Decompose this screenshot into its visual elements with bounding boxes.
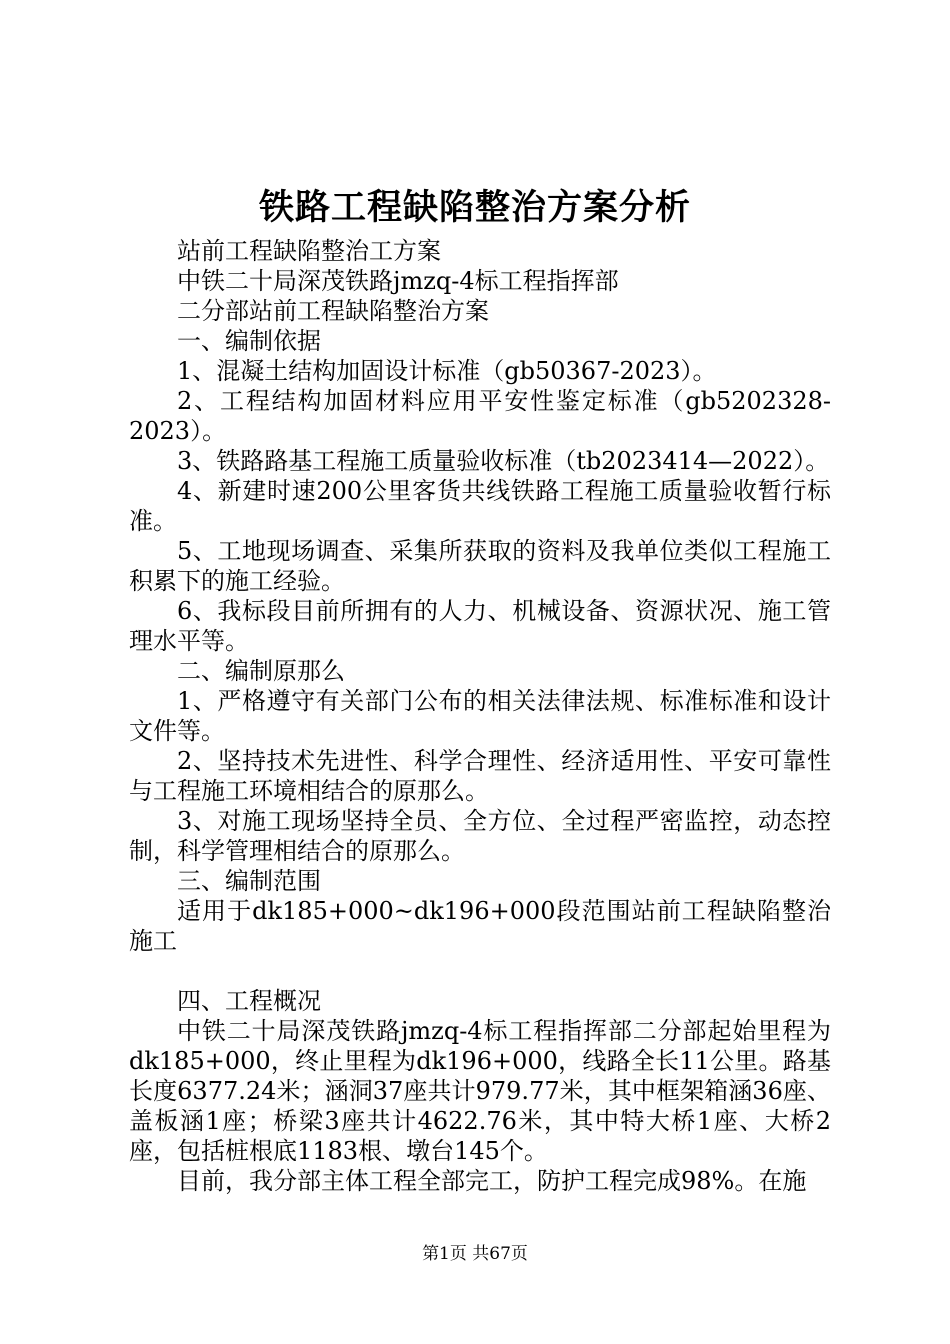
principle-item-3: 3、对施工现场坚持全员、全方位、全过程严密监控，动态控制，科学管理相结合的原那么。	[129, 807, 831, 865]
blank-line	[129, 956, 831, 986]
paragraph-plan-name: 二分部站前工程缺陷整治方案	[177, 297, 489, 325]
section-heading-principles: 二、编制原那么	[177, 657, 345, 685]
paragraph-subtitle: 站前工程缺陷整治工方案	[177, 237, 441, 265]
overview-text: 中铁二十局深茂铁路jmzq-4标工程指挥部二分部起始里程为dk185+000，终止里程为dk196+000，线路全长11公里。路基长度6377.24米；涵洞37座共计979.77米，其中框架箱涵36座、盖板涵1座；桥梁3座共计4622.76米，其中特大桥1座、大桥2座，包括桩根底1183根、墩台145个。	[129, 1017, 831, 1165]
basis-item-4: 4、新建时速200公里客货共线铁路工程施工质量验收暂行标准。	[129, 477, 831, 535]
page-number-footer: 第1页 共67页	[422, 1244, 528, 1264]
paragraph-organization: 中铁二十局深茂铁路jmzq-4标工程指挥部	[177, 267, 619, 295]
document-body	[129, 236, 831, 1196]
basis-item-3: 3、铁路路基工程施工质量验收标准（tb2023414—2022）。	[177, 447, 830, 475]
document-title: 铁路工程缺陷整治方案分析	[258, 187, 691, 228]
basis-item-2: 2、工程结构加固材料应用平安性鉴定标准（gb5202328-2023）。	[129, 387, 831, 445]
basis-item-1: 1、混凝土结构加固设计标准（gb50367-2023）。	[177, 357, 717, 385]
section-heading-scope: 三、编制范围	[177, 867, 321, 895]
scope-text: 适用于dk185+000~dk196+000段范围站前工程缺陷整治施工	[129, 897, 831, 955]
progress-text: 目前，我分部主体工程全部完工，防护工程完成98%。在施	[177, 1167, 807, 1195]
principle-item-1: 1、严格遵守有关部门公布的相关法律法规、标准标准和设计文件等。	[129, 687, 831, 745]
section-heading-basis: 一、编制依据	[177, 327, 321, 355]
basis-item-6: 6、我标段目前所拥有的人力、机械设备、资源状况、施工管理水平等。	[129, 597, 831, 655]
principle-item-2: 2、坚持技术先进性、科学合理性、经济适用性、平安可靠性与工程施工环境相结合的原那么。	[129, 747, 831, 805]
section-heading-overview: 四、工程概况	[177, 987, 321, 1015]
basis-item-5: 5、工地现场调查、采集所获取的资料及我单位类似工程施工积累下的施工经验。	[129, 537, 831, 595]
